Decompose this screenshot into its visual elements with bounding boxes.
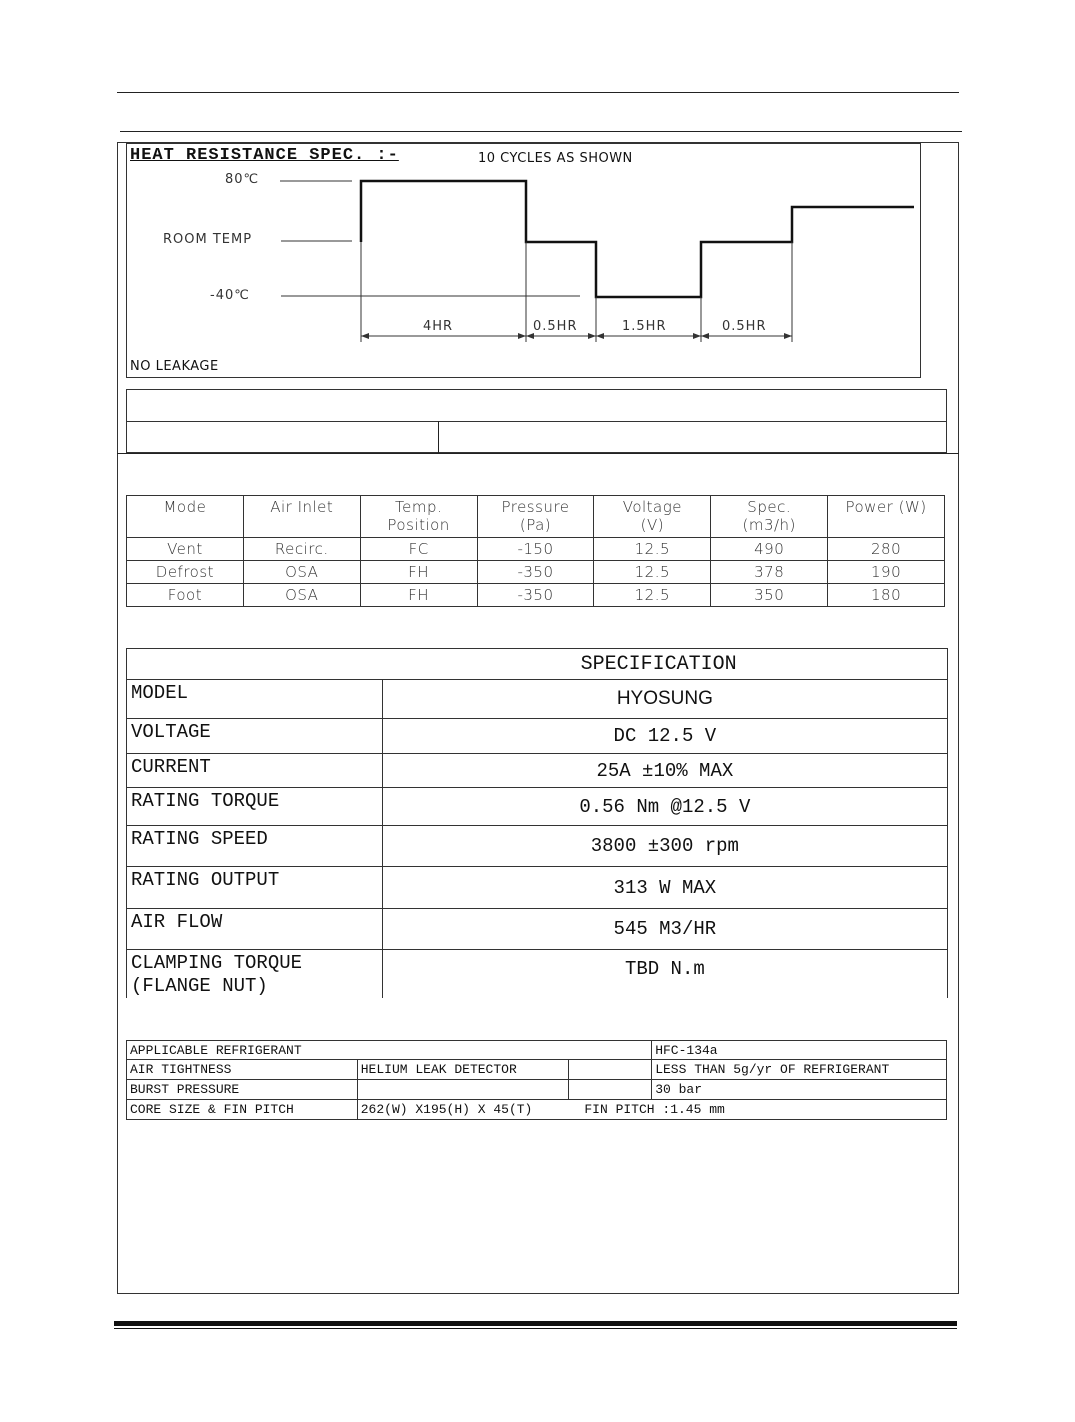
temperature-profile [361, 181, 914, 297]
table-cell: -350 [477, 561, 594, 584]
table-row [127, 538, 945, 561]
spec-value: DC 12.5 V [382, 719, 947, 754]
blank-box-row [126, 389, 947, 422]
specification-table [126, 648, 948, 998]
spec-label: RATING OUTPUT [127, 867, 383, 909]
column-header-line: Temp. [394, 498, 443, 516]
table-cell: HELIUM LEAK DETECTOR [357, 1060, 568, 1080]
heat-cycle-diagram [0, 0, 1075, 400]
spec-value: TBD N.m [382, 950, 947, 999]
table-cell: FC [360, 538, 477, 561]
level-minus40-label: -40℃ [210, 288, 250, 303]
column-header-line: Mode [163, 498, 207, 516]
table-cell: HFC-134a [652, 1041, 947, 1060]
blank-box-divider [438, 421, 439, 453]
duration-label: 0.5HR [533, 319, 578, 334]
table-cell [568, 1060, 652, 1080]
table-cell: 280 [828, 538, 945, 561]
table-cell: Foot [127, 584, 244, 607]
column-header-line: (V) [640, 516, 665, 534]
table-cell [357, 1100, 946, 1120]
column-header [127, 496, 244, 538]
spec-label: RATING SPEED [127, 826, 383, 867]
table-cell: FH [360, 584, 477, 607]
spec-label: VOLTAGE [127, 719, 383, 754]
spec-label [127, 950, 383, 999]
specification-header [382, 649, 947, 680]
column-header-line: Voltage [622, 498, 682, 516]
spec-value: 0.56 Nm @12.5 V [382, 788, 947, 826]
table-cell: AIR TIGHTNESS [127, 1060, 358, 1080]
spec-label: MODEL [127, 680, 383, 719]
table-row [127, 1100, 947, 1120]
table-cell [127, 649, 383, 680]
spec-label: CURRENT [127, 754, 383, 788]
column-header-line: Power (W) [845, 498, 927, 516]
fin-pitch-value: FIN PITCH :1.45 mm [584, 1102, 725, 1117]
table-cell: -350 [477, 584, 594, 607]
table-row [127, 909, 948, 950]
spec-label-line: CLAMPING TORQUE [131, 952, 303, 974]
column-header [360, 496, 477, 538]
table-row [127, 561, 945, 584]
column-header [243, 496, 360, 538]
table-header-row [127, 496, 945, 538]
heat-spec-subtitle: 10 CYCLES AS SHOWN [478, 151, 633, 166]
table-row [127, 1080, 947, 1100]
column-header-line: Position [387, 516, 450, 534]
footer-rule-thick [114, 1321, 957, 1326]
duration-label: 4HR [423, 319, 454, 334]
level-room-label: ROOM TEMP [163, 232, 253, 247]
footer-rule-thin [114, 1328, 957, 1329]
column-header-line: (Pa) [519, 516, 552, 534]
table-cell: 180 [828, 584, 945, 607]
table-row [127, 754, 948, 788]
heat-spec-title: HEAT RESISTANCE SPEC. :- [130, 146, 399, 165]
spec-value: 313 W MAX [382, 867, 947, 909]
table-row [127, 1041, 947, 1060]
table-row [127, 950, 948, 999]
table-cell: 30 bar [652, 1080, 947, 1100]
spec-label: AIR FLOW [127, 909, 383, 950]
duration-label: 1.5HR [622, 319, 667, 334]
table-row [127, 826, 948, 867]
core-size-value: 262(W) X195(H) X 45(T) [360, 1102, 533, 1117]
spec-value: 25A ±10% MAX [382, 754, 947, 788]
table-row [127, 584, 945, 607]
column-header-line: Spec. [747, 498, 792, 516]
level-80-label: 80℃ [225, 172, 260, 187]
no-leakage-note: NO LEAKAGE [130, 359, 219, 374]
table-header-row [127, 649, 948, 680]
column-header [828, 496, 945, 538]
table-cell: APPLICABLE REFRIGERANT [127, 1041, 652, 1060]
table-cell: FH [360, 561, 477, 584]
section-divider [117, 453, 959, 454]
table-row [127, 719, 948, 754]
table-cell: 490 [711, 538, 828, 561]
column-header [711, 496, 828, 538]
table-cell: 190 [828, 561, 945, 584]
duration-label: 0.5HR [722, 319, 767, 334]
table-row [127, 1060, 947, 1080]
table-cell: OSA [243, 584, 360, 607]
table-cell: Defrost [127, 561, 244, 584]
spec-value: 545 M3/HR [382, 909, 947, 950]
table-row [127, 788, 948, 826]
table-cell: CORE SIZE & FIN PITCH [127, 1100, 358, 1120]
table-cell: Vent [127, 538, 244, 561]
spec-value: HYOSUNG [382, 680, 947, 719]
table-row [127, 680, 948, 719]
spec-label: RATING TORQUE [127, 788, 383, 826]
table-cell [357, 1080, 568, 1100]
refrigerant-table [126, 1040, 947, 1120]
table-row [127, 867, 948, 909]
blank-box-row [126, 421, 947, 453]
specification-header-text: SPECIFICATION [580, 652, 737, 676]
table-cell: OSA [243, 561, 360, 584]
table-cell [568, 1080, 652, 1100]
table-cell: LESS THAN 5g/yr OF REFRIGERANT [652, 1060, 947, 1080]
column-header [594, 496, 711, 538]
table-cell: 12.5 [594, 538, 711, 561]
column-header-line: Air Inlet [270, 498, 334, 516]
table-cell: 12.5 [594, 584, 711, 607]
spec-label-line: (FLANGE NUT) [131, 975, 268, 997]
table-cell: -150 [477, 538, 594, 561]
table-cell: Recirc. [243, 538, 360, 561]
table-cell: 350 [711, 584, 828, 607]
table-cell: BURST PRESSURE [127, 1080, 358, 1100]
column-header [477, 496, 594, 538]
column-header-line: Pressure [501, 498, 570, 516]
column-header-line: (m3/h) [742, 516, 796, 534]
table-cell: 378 [711, 561, 828, 584]
spec-value: 3800 ±300 rpm [382, 826, 947, 867]
mode-table [126, 495, 945, 607]
table-cell: 12.5 [594, 561, 711, 584]
